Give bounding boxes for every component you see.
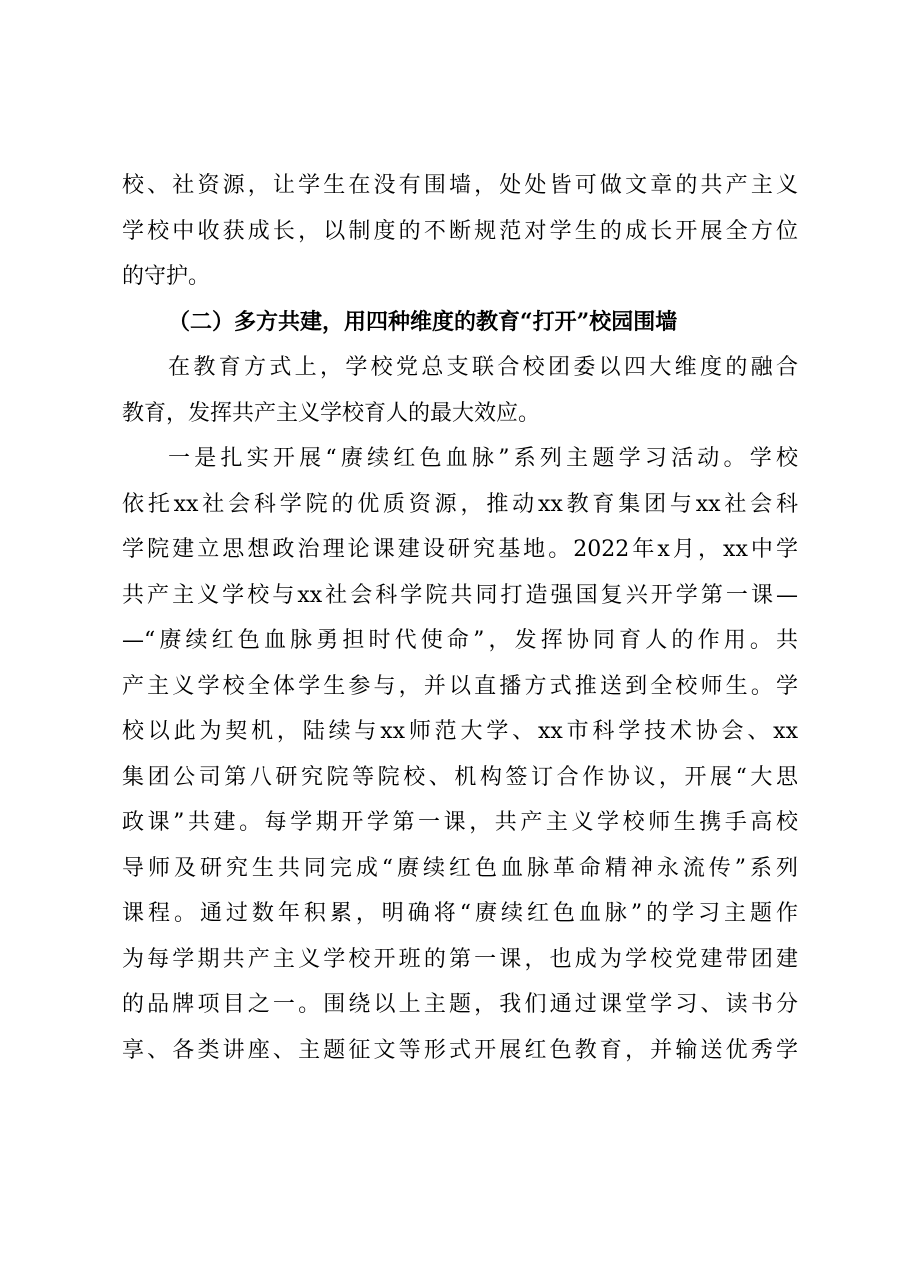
text-line: 为每学期共产主义学校开班的第一课，也成为学校党建带团建 <box>122 946 798 972</box>
text-line: 学院建立思想政治理论课建设研究基地。2022年x月，xx中学 <box>122 537 798 562</box>
text-line: 依托xx社会科学院的优质资源，推动xx教育集团与xx社会科 <box>122 491 798 517</box>
text-line: 集团公司第八研究院等院校、机构签订合作协议，开展“大思 <box>122 764 798 790</box>
text-line: 的守护。 <box>122 264 211 289</box>
text-line: 导师及研究生共同完成“赓续红色血脉革命精神永流传”系列 <box>122 855 798 881</box>
text-line: 产主义学校全体学生参与，并以直播方式推送到全校师生。学 <box>122 673 798 699</box>
paragraph-red-bloodline <box>122 436 798 1073</box>
text-line: 共产主义学校与xx社会科学院共同打造强国复兴开学第一课— <box>122 582 798 608</box>
text-line: 的品牌项目之一。围绕以上主题，我们通过课堂学习、读书分 <box>122 992 798 1017</box>
document-body <box>122 163 798 1073</box>
text-line: —“赓续红色血脉勇担时代使命”，发挥协同育人的作用。共 <box>122 628 798 653</box>
text-line: 校以此为契机，陆续与xx师范大学、xx市科学技术协会、xx <box>122 719 798 744</box>
text-line: 校、社资源，让学生在没有围墙，处处皆可做文章的共产主义 <box>122 173 798 198</box>
heading-line: （二）多方共建，用四种维度的教育“打开”校园围墙 <box>168 308 678 335</box>
text-line: 享、各类讲座、主题征文等形式开展红色教育，并输送优秀学 <box>122 1037 798 1063</box>
text-line: 学校中收获成长，以制度的不断规范对学生的成长开展全方位 <box>122 218 798 244</box>
paragraph-education-method <box>122 345 798 436</box>
text-line: 在教育方式上，学校党总支联合校团委以四大维度的融合 <box>168 355 798 380</box>
text-line: 教育，发挥共产主义学校育人的最大效应。 <box>122 400 541 426</box>
section-heading <box>122 300 798 346</box>
paragraph-continuation <box>122 163 798 300</box>
text-line: 政课”共建。每学期开学第一课，共产主义学校师生携手高校 <box>122 810 798 835</box>
text-line: 一是扎实开展“赓续红色血脉”系列主题学习活动。学校 <box>168 446 798 471</box>
text-line: 课程。通过数年积累，明确将“赓续红色血脉”的学习主题作 <box>122 901 798 926</box>
